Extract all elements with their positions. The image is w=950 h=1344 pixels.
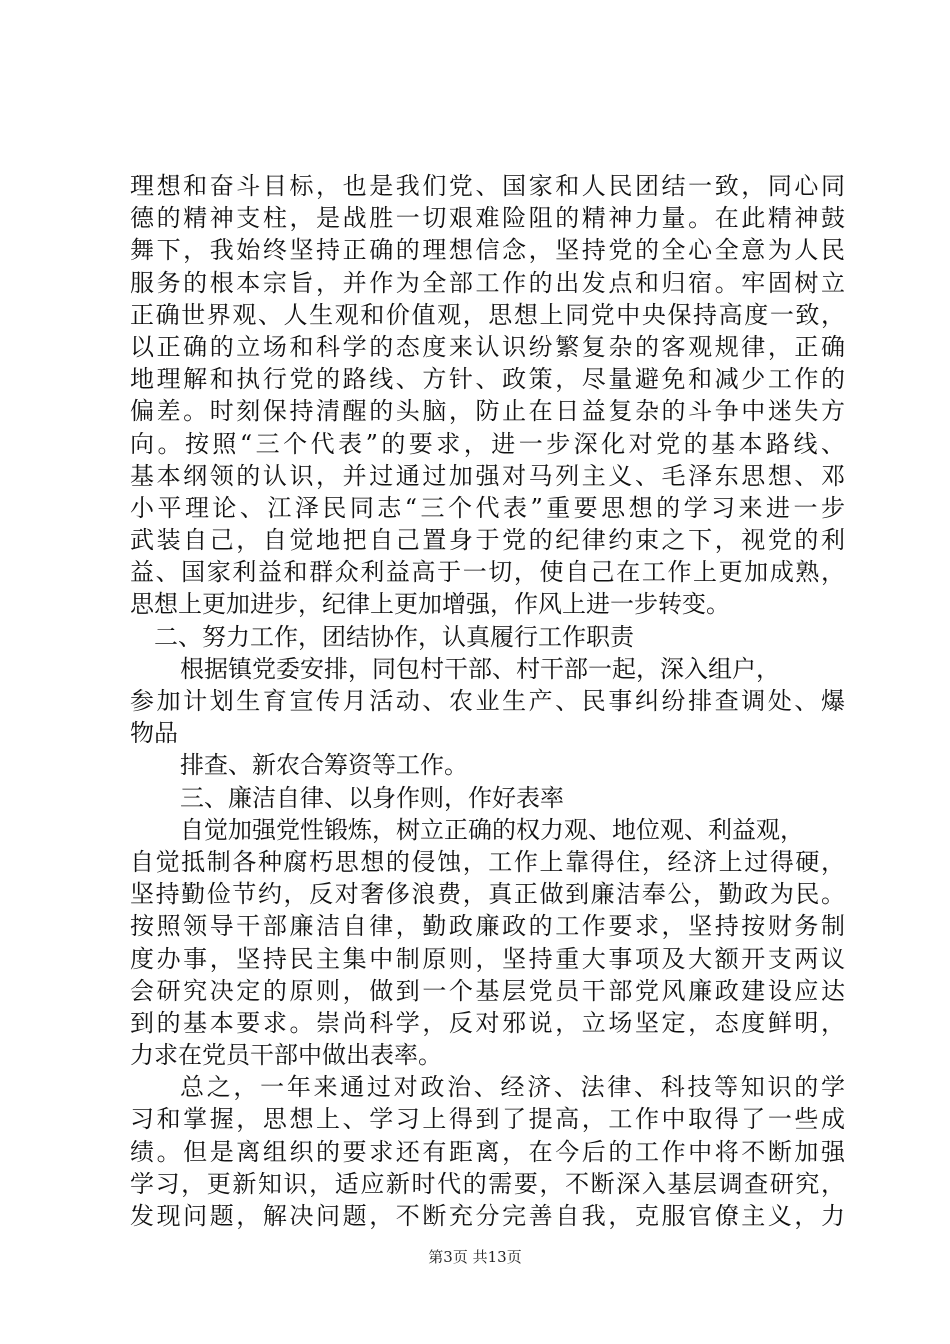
text-line: 根据镇党委安排，同包村干部、村干部一起，深入组户， (180, 654, 780, 683)
text-line: 益、国家利益和群众利益高于一切，使自己在工作上更加成熟， (130, 558, 845, 587)
page-footer (0, 1246, 950, 1267)
text-line: 自觉抵制各种腐朽思想的侵蚀，工作上靠得住，经济上过得硬， (130, 847, 845, 876)
section-heading: 三、廉洁自律、以身作则，作好表率 (180, 783, 564, 812)
text-line: 正确世界观、人生观和价值观，思想上同党中央保持高度一致， (130, 300, 845, 329)
text-line: 德的精神支柱，是战胜一切艰难险阻的精神力量。在此精神鼓 (130, 204, 845, 233)
text-line: 偏差。时刻保持清醒的头脑，防止在日益复杂的斗争中迷失方 (130, 397, 845, 426)
text-line: 思想上更加进步，纪律上更加增强，作风上进一步转变。 (130, 590, 730, 619)
text-line: 排查、新农合筹资等工作。 (180, 751, 468, 780)
text-line: 发现问题，解决问题，不断充分完善自我，克服官僚主义，力 (130, 1202, 845, 1230)
text-line: 学习，更新知识，适应新时代的需要，不断深入基层调查研究， (130, 1169, 845, 1198)
text-line: 绩。但是离组织的要求还有距离，在今后的工作中将不断加强 (130, 1137, 845, 1166)
text-line: 理想和奋斗目标，也是我们党、国家和人民团结一致，同心同 (130, 172, 845, 200)
body-text (130, 170, 845, 1232)
text-line: 物品 (130, 719, 178, 748)
text-line: 服务的根本宗旨，并作为全部工作的出发点和归宿。牢固树立 (130, 268, 845, 297)
text-line: 坚持勤俭节约，反对奢侈浪费，真正做到廉洁奉公，勤政为民。 (130, 880, 845, 909)
text-line: 基本纲领的认识，并过通过加强对马列主义、毛泽东思想、邓 (130, 461, 845, 490)
text-line: 会研究决定的原则，做到一个基层党员干部党风廉政建设应达 (130, 976, 845, 1005)
section-heading: 二、努力工作，团结协作，认真履行工作职责 (154, 622, 634, 651)
text-line: 武装自己，自觉地把自己置身于党的纪律约束之下，视党的利 (130, 526, 845, 555)
text-line: 按照领导干部廉洁自律，勤政廉政的工作要求，坚持按财务制 (130, 912, 845, 941)
text-line: 参加计划生育宣传月活动、农业生产、民事纠纷排查调处、爆 (130, 687, 845, 715)
text-line: 习和掌握，思想上、学习上得到了提高，工作中取得了一些成 (130, 1105, 845, 1134)
text-line: 总之，一年来通过对政治、经济、法律、科技等知识的学 (180, 1073, 845, 1102)
page-number-label: 第3页 共13页 (428, 1248, 522, 1266)
text-line: 力求在党员干部中做出表率。 (130, 1041, 442, 1070)
text-line: 小平理论、江泽民同志“三个代表”重要思想的学习来进一步 (130, 493, 845, 522)
text-line: 向。按照“三个代表”的要求，进一步深化对党的基本路线、 (130, 429, 845, 458)
text-line: 度办事，坚持民主集中制原则，坚持重大事项及大额开支两议 (130, 944, 845, 973)
text-line: 舞下，我始终坚持正确的理想信念，坚持党的全心全意为人民 (130, 236, 845, 265)
text-line: 地理解和执行党的路线、方针、政策，尽量避免和减少工作的 (130, 365, 845, 394)
text-line: 自觉加强党性锻炼，树立正确的权力观、地位观、利益观， (180, 815, 804, 844)
text-line: 到的基本要求。崇尚科学，反对邪说，立场坚定，态度鲜明， (130, 1008, 845, 1037)
text-line: 以正确的立场和科学的态度来认识纷繁复杂的客观规律，正确 (130, 332, 845, 361)
